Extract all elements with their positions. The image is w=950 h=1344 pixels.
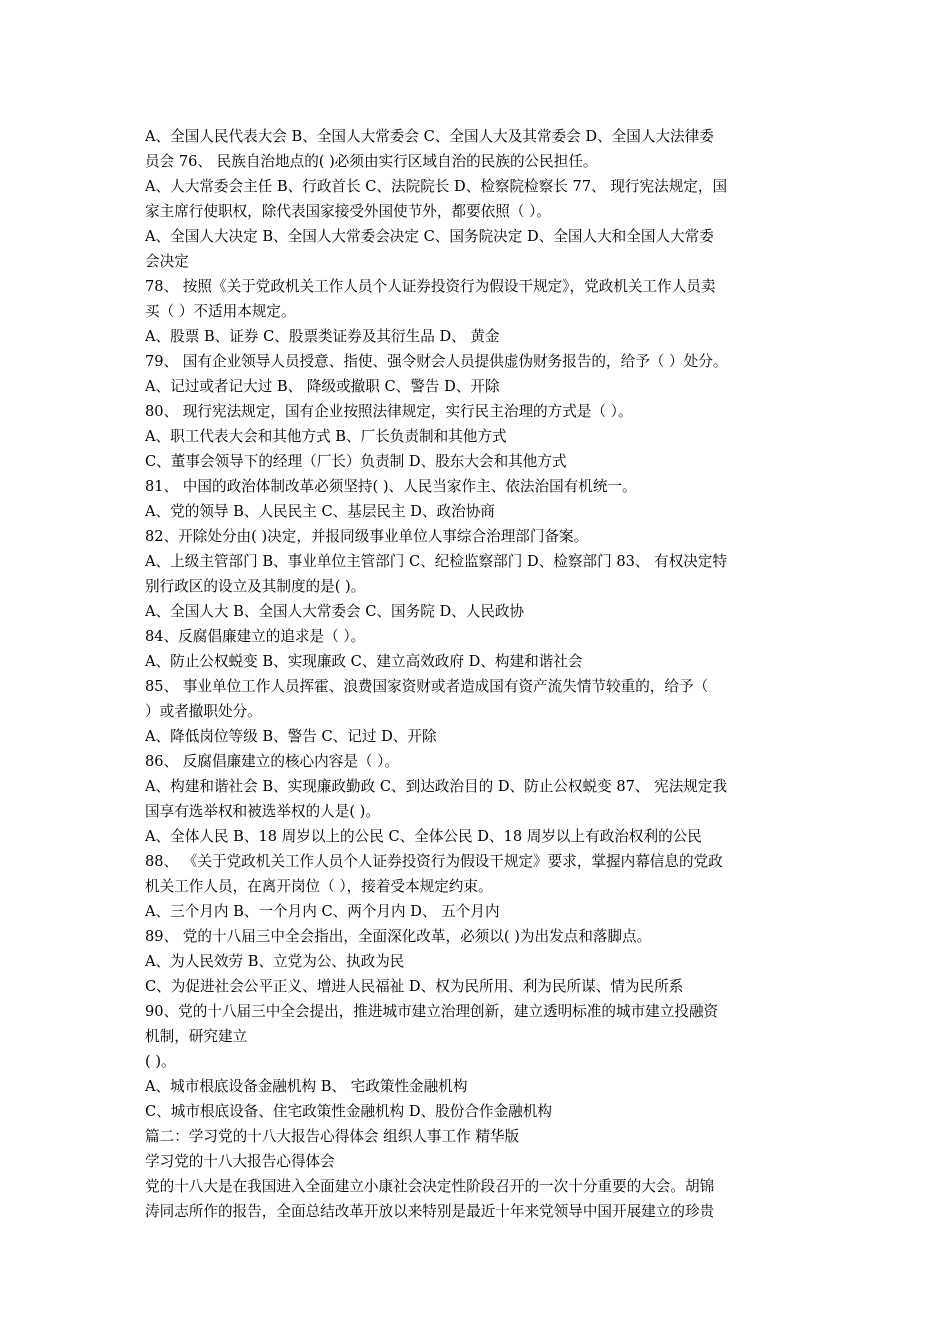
text-line: 90、党的十八届三中全会提出，推进城市建立治理创新，建立透明标准的城市建立投融资 xyxy=(145,1003,719,1020)
text-line: 78、 按照《关于党政机关工作人员个人证券投资行为假设干规定》，党政机关工作人员卖 xyxy=(145,278,716,295)
text-line: A、构建和谐社会 B、实现廉政勤政 C、到达政治目的 D、防止公权蜕变 87、 宪法规定我 xyxy=(145,778,728,795)
text-line: 别行政区的设立及其制度的是( )。 xyxy=(145,578,366,595)
text-line: A、防止公权蜕变 B、实现廉政 C、建立高效政府 D、构建和谐社会 xyxy=(145,653,583,670)
text-line: A、城市根底设备金融机构 B、 宅政策性金融机构 xyxy=(145,1078,468,1095)
text-line: 79、 国有企业领导人员授意、指使、强令财会人员提供虚伪财务报告的，给予（ ）处分。 xyxy=(145,353,728,370)
text-line: A、股票 B、证券 C、股票类证券及其衍生品 D、 黄金 xyxy=(145,328,500,345)
text-line: C、董事会领导下的经理（厂长）负责制 D、股东大会和其他方式 xyxy=(145,453,567,470)
text-line: A、职工代表大会和其他方式 B、厂长负责制和其他方式 xyxy=(145,428,507,445)
text-line: A、三个月内 B、一个月内 C、两个月内 D、 五个月内 xyxy=(145,903,500,920)
document-body xyxy=(145,124,808,1224)
text-line: 机制，研究建立 xyxy=(145,1028,248,1045)
text-line: A、全国人民代表大会 B、全国人大常委会 C、全国人大及其常委会 D、全国人大法律委 xyxy=(145,128,714,145)
text-line: A、上级主管部门 B、事业单位主管部门 C、纪检监察部门 D、检察部门 83、 有权决定特 xyxy=(145,553,728,570)
text-line: 80、 现行宪法规定，国有企业按照法律规定，实行民主治理的方式是（ ）。 xyxy=(145,403,633,420)
text-line: 会决定 xyxy=(145,253,189,270)
text-line: ( )。 xyxy=(145,1053,176,1070)
text-line: A、全国人大 B、全国人大常委会 C、国务院 D、人民政协 xyxy=(145,603,525,620)
text-line: A、党的领导 B、人民民主 C、基层民主 D、政治协商 xyxy=(145,503,495,520)
text-line: 员会 76、 民族自治地点的( )必须由实行区域自治的民族的公民担任。 xyxy=(145,153,598,170)
text-line: A、降低岗位等级 B、警告 C、记过 D、开除 xyxy=(145,728,437,745)
text-line: 82、开除处分由( )决定，并报同级事业单位人事综合治理部门备案。 xyxy=(145,528,589,545)
text-line: 84、反腐倡廉建立的追求是（ ）。 xyxy=(145,628,366,645)
text-line: A、为人民效劳 B、立党为公、执政为民 xyxy=(145,953,405,970)
text-line: 88、 《关于党政机关工作人员个人证券投资行为假设干规定》要求，掌握内幕信息的党政 xyxy=(145,853,723,870)
text-line: C、城市根底设备、住宅政策性金融机构 D、股份合作金融机构 xyxy=(145,1103,552,1120)
text-line: A、记过或者记大过 B、 降级或撤职 C、警告 D、开除 xyxy=(145,378,500,395)
text-line: 买（ ）不适用本规定。 xyxy=(145,303,296,320)
text-line: ）或者撤职处分。 xyxy=(145,703,262,720)
text-line: A、全体人民 B、18 周岁以上的公民 C、全体公民 D、18 周岁以上有政治权利的公民 xyxy=(145,828,702,845)
text-line: C、为促进社会公平正义、增进人民福祉 D、权为民所用、利为民所谋、情为民所系 xyxy=(145,978,684,995)
text-line: 81、 中国的政治体制改革必须坚持( )、人民当家作主、依法治国有机统一。 xyxy=(145,478,637,495)
text-line: 涛同志所作的报告，全面总结改革开放以来特别是最近十年来党领导中国开展建立的珍贵 xyxy=(145,1203,715,1220)
text-line: 机关工作人员，在离开岗位（ ），接着受本规定约束。 xyxy=(145,878,493,895)
text-line: A、人大常委会主任 B、行政首长 C、法院院长 D、检察院检察长 77、 现行宪法规定，国 xyxy=(145,178,728,195)
text-line: 89、 党的十八届三中全会指出，全面深化改革，必须以( )为出发点和落脚点。 xyxy=(145,928,652,945)
text-line: 篇二：学习党的十八大报告心得体会 组织人事工作 精华版 xyxy=(145,1128,520,1145)
text-line: 党的十八大是在我国进入全面建立小康社会决定性阶段召开的一次十分重要的大会。胡锦 xyxy=(145,1178,715,1195)
text-line: 国享有选举权和被选举权的人是( )。 xyxy=(145,803,380,820)
text-line: A、全国人大决定 B、全国人大常委会决定 C、国务院决定 D、全国人大和全国人大常委 xyxy=(145,228,714,245)
text-line: 学习党的十八大报告心得体会 xyxy=(145,1153,335,1170)
text-line: 85、 事业单位工作人员挥霍、浪费国家资财或者造成国有资产流失情节较重的，给予（ xyxy=(145,678,709,695)
text-line: 家主席行使职权，除代表国家接受外国使节外，都要依照（ ）。 xyxy=(145,203,551,220)
text-line: 86、 反腐倡廉建立的核心内容是（ ）。 xyxy=(145,753,400,770)
